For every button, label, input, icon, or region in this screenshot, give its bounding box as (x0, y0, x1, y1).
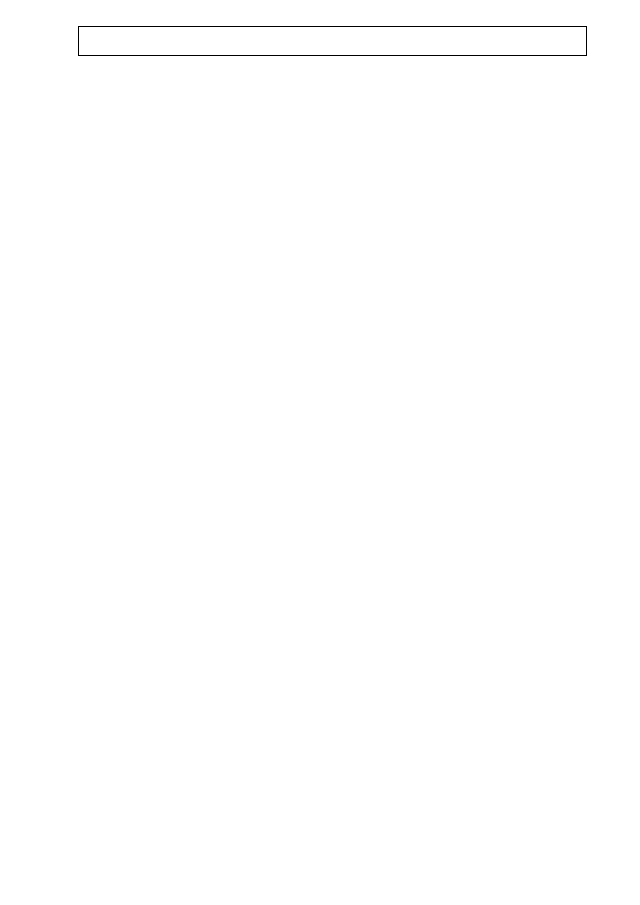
section-title (79, 27, 587, 56)
checklist-table (78, 26, 587, 56)
section-header-row (79, 27, 587, 56)
